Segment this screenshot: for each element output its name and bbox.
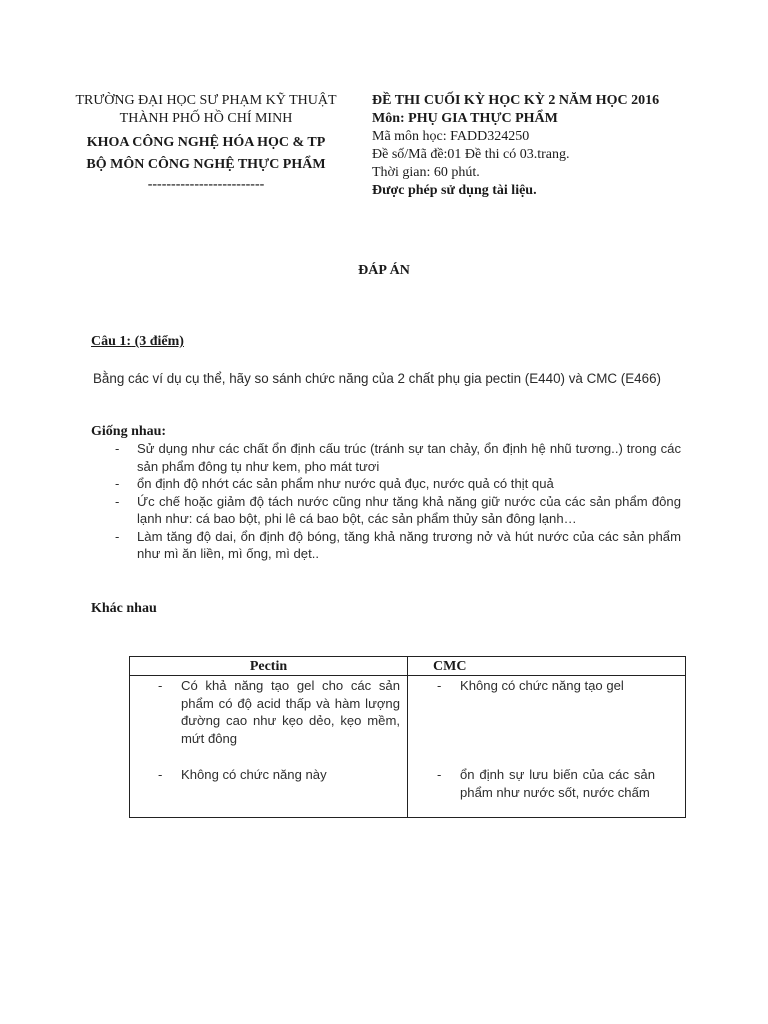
exam-duration: Thời gian: 60 phút.	[372, 165, 480, 180]
bullet-dash: -	[115, 493, 120, 509]
bullet-dash: -	[158, 767, 163, 782]
bullet-dash: -	[158, 678, 163, 693]
list-item: - Làm tăng độ dai, ổn định độ bóng, tăng khả năng trương nở và hút nước của các sản phẩm như mì ăn liền, mì ống, mì dẹt..	[115, 528, 681, 561]
question-label: Câu 1: (3 điểm)	[91, 334, 184, 349]
bullet-dash: -	[437, 767, 442, 782]
materials-allowed: Được phép sử dụng tài liệu.	[372, 183, 537, 198]
list-item: - ổn định độ nhớt các sản phẩm như nước quả đục, nước quả có thịt quả	[115, 476, 554, 491]
faculty-name: KHOA CÔNG NGHỆ HÓA HỌC & TP	[86, 135, 326, 150]
list-item: - Sử dụng như các chất ổn định cấu trúc (tránh sự tan chảy, ổn định hệ nhũ tương..) trong các sản phẩm đông tụ như kem, pho mát tươi	[115, 441, 681, 474]
bullet-dash: -	[115, 476, 120, 491]
list-item: - Ức chế hoặc giảm độ tách nước cũng như tăng khả năng giữ nước của các sản phẩm đông lạnh như: cá bao bột, phi lê cá bao bột, các sản phẩm thủy sản đông lạnh…	[115, 493, 681, 526]
bullet-dash: -	[115, 441, 120, 456]
table-header-cmc: CMC	[433, 659, 467, 674]
university-name-line2: THÀNH PHỐ HỒ CHÍ MINH	[119, 111, 293, 126]
exam-info-header	[372, 92, 732, 200]
bullet-dash: -	[115, 528, 120, 544]
table-cell: - Không có chức năng tạo gel	[437, 678, 624, 693]
bullet-dash: -	[437, 678, 442, 693]
question-heading	[91, 333, 184, 351]
exam-number: Đề số/Mã đề:01 Đề thi có 03.trang.	[372, 147, 570, 162]
header-separator: -------------------------	[147, 177, 265, 192]
department-name: BỘ MÔN CÔNG NGHỆ THỰC PHẨM	[86, 157, 326, 172]
table-column-divider	[407, 657, 408, 817]
similarities-title: Giống nhau:	[91, 424, 167, 439]
comparison-table	[129, 656, 686, 818]
university-name-line1: TRƯỜNG ĐẠI HỌC SƯ PHẠM KỸ THUẬT	[75, 93, 337, 108]
subject-name: Môn: PHỤ GIA THỰC PHẨM	[372, 111, 558, 126]
differences-title: Khác nhau	[91, 601, 157, 616]
similarities-list	[91, 440, 681, 563]
table-cell: - Có khả năng tạo gel cho các sản phẩm có độ acid thấp và hàm lượng đường cao như kẹo dẻo, kẹo mềm, mứt đông	[158, 678, 400, 746]
course-code: Mã môn học: FADD324250	[372, 129, 530, 144]
table-cell: - ổn định sự lưu biến của các sản phẩm như nước sốt, nước chấm	[437, 767, 655, 800]
table-cell: - Không có chức năng này	[158, 767, 327, 782]
answer-key-title: ĐÁP ÁN	[358, 263, 410, 278]
table-header-pectin: Pectin	[249, 659, 288, 674]
question-text: Bằng các ví dụ cụ thể, hãy so sánh chức năng của 2 chất phụ gia pectin (E440) và CMC (E466)	[93, 371, 661, 386]
exam-title: ĐỀ THI CUỐI KỲ HỌC KỲ 2 NĂM HỌC 2016	[372, 93, 660, 108]
institution-header	[56, 92, 356, 194]
